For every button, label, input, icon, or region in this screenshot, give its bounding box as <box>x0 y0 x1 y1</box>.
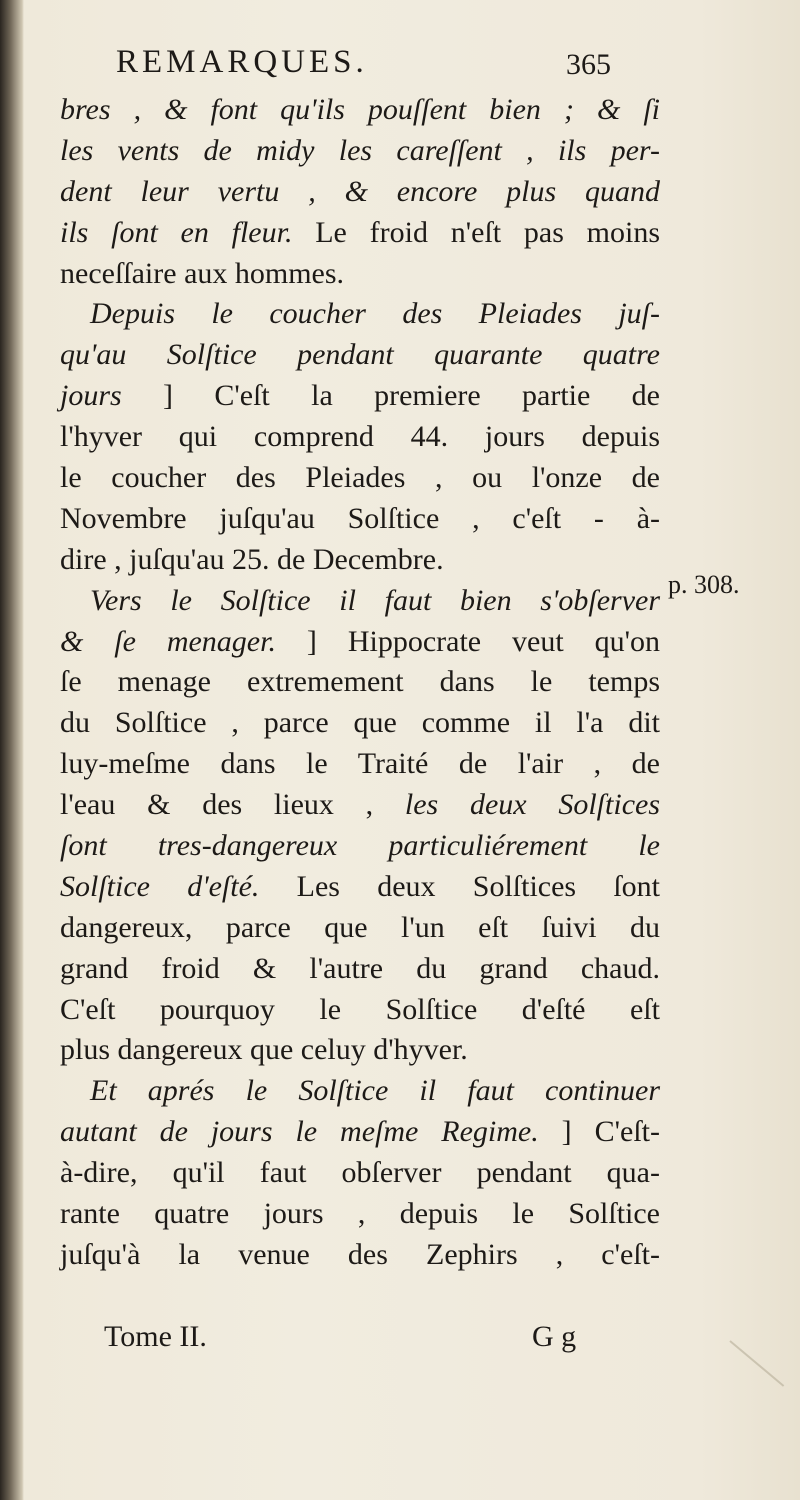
text-line <box>60 499 660 540</box>
text-line <box>60 990 660 1031</box>
roman-segment: l'hyver qui comprend 44. jours depuis <box>60 420 660 454</box>
italic-segment: Solſtice d'eſté. <box>60 869 260 903</box>
text-line <box>60 90 660 131</box>
text-line <box>60 131 660 172</box>
text-line <box>60 213 660 254</box>
italic-segment: les deux Solſtices <box>404 788 660 822</box>
italic-segment: Depuis le coucher des Pleiades juſ- <box>90 297 660 331</box>
roman-segment: Novembre juſqu'au Solſtice , c'eſt - à- <box>60 501 660 535</box>
italic-segment: ſont tres-dangereux particuliérement le <box>60 829 660 863</box>
italic-segment: Vers le Solſtice il faut bien s'obſerver <box>90 583 660 617</box>
text-line <box>60 908 660 949</box>
text-line <box>60 172 660 213</box>
roman-segment: dire , juſqu'au 25. de Decembre. <box>60 542 444 576</box>
roman-segment: ] C'eſt- <box>538 1115 660 1149</box>
roman-segment: luy-meſme dans le Traité de l'air , de <box>60 747 660 781</box>
italic-segment: jours <box>60 379 122 413</box>
page-footer <box>0 1320 800 1360</box>
running-title: REMARQUES. <box>116 44 368 80</box>
roman-segment: C'eſt pourquoy le Solſtice d'eſté eſt <box>60 992 660 1026</box>
text-line <box>60 622 660 663</box>
roman-segment: à-dire, qu'il faut obſerver pendant qua- <box>60 1156 660 1190</box>
roman-segment: neceſſaire aux hommes. <box>60 256 345 290</box>
text-line <box>60 458 660 499</box>
running-head <box>60 40 660 90</box>
roman-segment: juſqu'à la venue des Zephirs , c'eſt- <box>60 1237 660 1271</box>
page-number: 365 <box>566 48 611 81</box>
text-line <box>60 744 660 785</box>
page-text <box>60 40 660 1276</box>
roman-segment: ] Hippocrate veut qu'on <box>275 624 660 658</box>
italic-segment: & ſe menager. <box>60 624 276 658</box>
italic-segment: les vents de midy les careſſent , ils per- <box>60 133 660 167</box>
text-line <box>60 1112 660 1153</box>
text-line <box>60 294 660 335</box>
italic-segment: qu'au Solſtice pendant quarante quatre <box>60 338 660 372</box>
italic-segment: bres , & font qu'ils pouſſent bien ; & ſi <box>60 93 660 126</box>
roman-segment: du Solſtice , parce que comme il l'a dit <box>60 706 660 740</box>
text-line <box>60 581 660 622</box>
text-line <box>60 1071 660 1112</box>
volume-label: Tome II. <box>104 1320 207 1353</box>
italic-segment: Et aprés le Solſtice il faut continuer <box>90 1074 660 1108</box>
text-line <box>60 335 660 376</box>
roman-segment: ſe menage extremement dans le temps <box>60 665 660 699</box>
roman-segment: ] C'eſt la premiere partie de <box>121 379 660 413</box>
text-line <box>60 662 660 703</box>
roman-segment: plus dangereux que celuy d'hyver. <box>60 1033 468 1067</box>
margin-reference: p. 308. <box>668 570 740 599</box>
signature-mark: G g <box>532 1320 577 1353</box>
italic-segment: ils ſont en fleur. <box>60 215 293 249</box>
text-line <box>60 703 660 744</box>
text-line <box>60 826 660 867</box>
italic-segment: dent leur vertu , & encore plus quand <box>60 174 660 208</box>
text-line <box>60 949 660 990</box>
text-line <box>60 1235 660 1276</box>
text-line <box>60 1153 660 1194</box>
italic-segment: autant de jours le meſme Regime. <box>60 1115 539 1149</box>
text-line <box>60 417 660 458</box>
roman-segment: Le froid n'eſt pas moins <box>292 215 660 249</box>
text-line <box>60 1194 660 1235</box>
body-text <box>60 90 660 1276</box>
binding-gutter <box>0 0 24 1500</box>
roman-segment: dangereux, parce que l'un eſt ſuivi du <box>60 910 660 944</box>
roman-segment: rante quatre jours , depuis le Solſtice <box>60 1197 660 1231</box>
roman-segment: grand froid & l'autre du grand chaud. <box>60 951 660 985</box>
roman-segment: Les deux Solſtices ſont <box>259 869 660 903</box>
text-line <box>60 785 660 826</box>
text-line <box>60 540 660 581</box>
text-line <box>60 867 660 908</box>
roman-segment: l'eau & des lieux , <box>60 788 405 822</box>
roman-segment: le coucher des Pleiades , ou l'onze de <box>60 461 660 495</box>
text-line <box>60 254 660 295</box>
text-line <box>60 1030 660 1071</box>
text-line <box>60 376 660 417</box>
